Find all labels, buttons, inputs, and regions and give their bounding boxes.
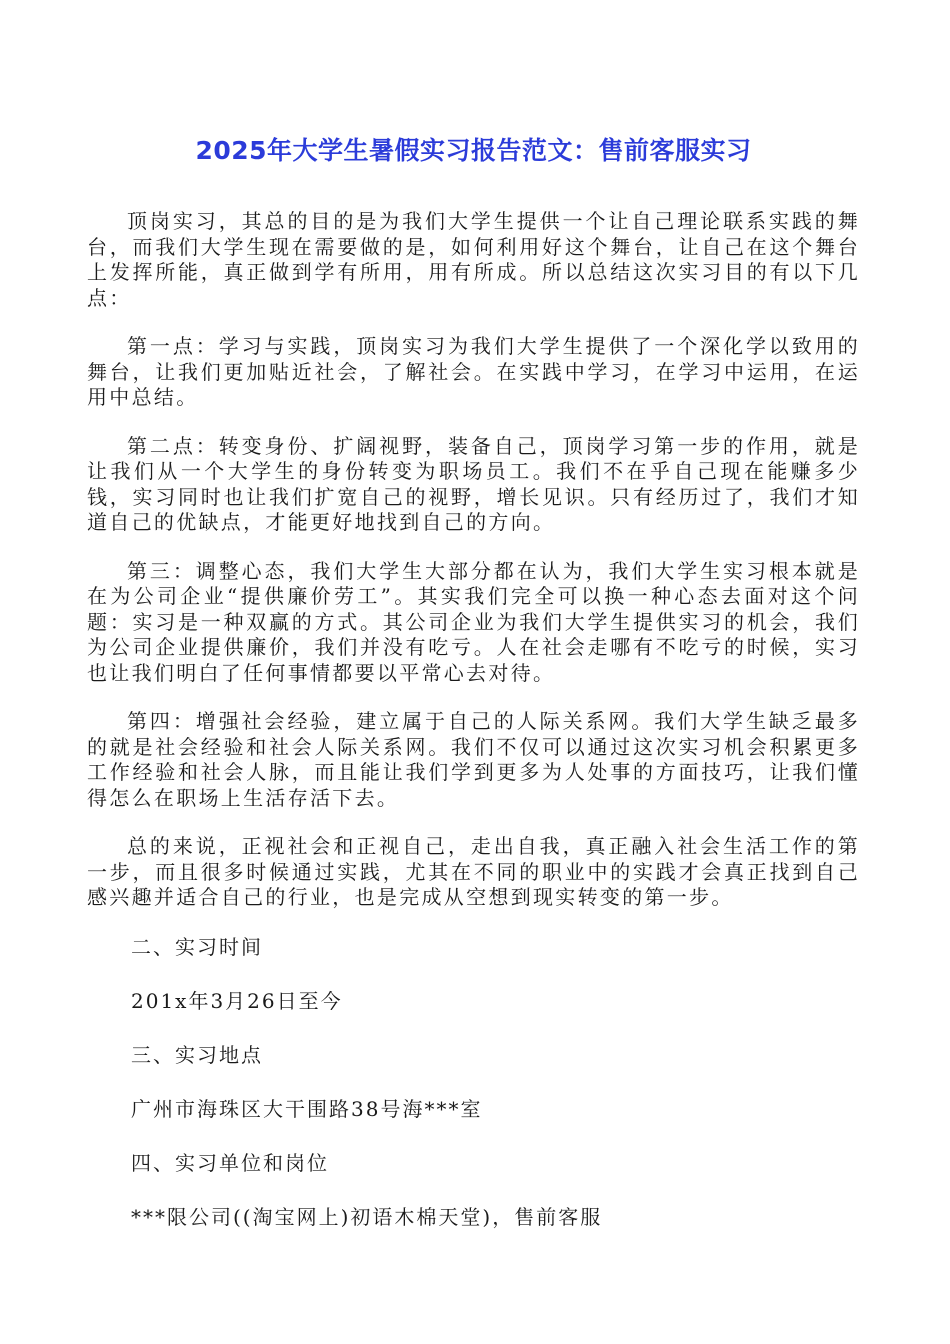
section-heading-time: 二、实习时间 — [131, 934, 263, 959]
internship-company: ***限公司((淘宝网上)初语木棉天堂)，售前客服 — [131, 1204, 603, 1229]
paragraph-point-2: 第二点：转变身份、扩阔视野，装备自己，顶岗学习第一步的作用，就是让我们从一个大学生的身份转变为职场员工。我们不在乎自己现在能赚多少钱，实习同时也让我们扩宽自己的视野，增长见识。只有经历过了，我们才知道自己的优缺点，才能更好地找到自己的方向。 — [87, 433, 860, 534]
paragraph-point-4: 第四：增强社会经验，建立属于自己的人际关系网。我们大学生缺乏最多的就是社会经验和社会人际关系网。我们不仅可以通过这次实习机会积累更多工作经验和社会人脉，而且能让我们学到更多为人处事的方面技巧，让我们懂得怎么在职场上生活存活下去。 — [87, 709, 860, 810]
section-heading-unit: 四、实习单位和岗位 — [131, 1150, 329, 1175]
paragraph-summary: 总的来说，正视社会和正视自己，走出自我，真正融入社会生活工作的第一步，而且很多时候通过实践，尤其在不同的职业中的实践才会真正找到自己感兴趣并适合自己的行业，也是完成从空想到现实转变的第一步。 — [87, 834, 860, 909]
section-heading-location: 三、实习地点 — [131, 1042, 263, 1067]
document-title: 2025年大学生暑假实习报告范文：售前客服实习 — [195, 136, 752, 165]
document-body — [87, 209, 860, 1230]
paragraph-intro: 顶岗实习，其总的目的是为我们大学生提供一个让自己理论联系实践的舞台，而我们大学生现在需要做的是，如何利用好这个舞台，让自己在这个舞台上发挥所能，真正做到学有所用，用有所成。所以总结这次实习目的有以下几点： — [87, 209, 860, 310]
internship-date: 201x年3月26日至今 — [131, 988, 343, 1013]
paragraph-point-3: 第三：调整心态，我们大学生大部分都在认为，我们大学生实习根本就是在为公司企业“提供廉价劳工”。其实我们完全可以换一种心态去面对这个问题：实习是一种双赢的方式。其公司企业为我们大学生提供实习的机会，我们为公司企业提供廉价，我们并没有吃亏。人在社会走哪有不吃亏的时候，实习也让我们明白了任何事情都要以平常心去对待。 — [87, 558, 860, 685]
internship-address: 广州市海珠区大干围路38号海***室 — [131, 1096, 483, 1121]
paragraph-point-1: 第一点：学习与实践，顶岗实习为我们大学生提供了一个深化学以致用的舞台，让我们更加贴近社会，了解社会。在实践中学习，在学习中运用，在运用中总结。 — [87, 334, 860, 409]
